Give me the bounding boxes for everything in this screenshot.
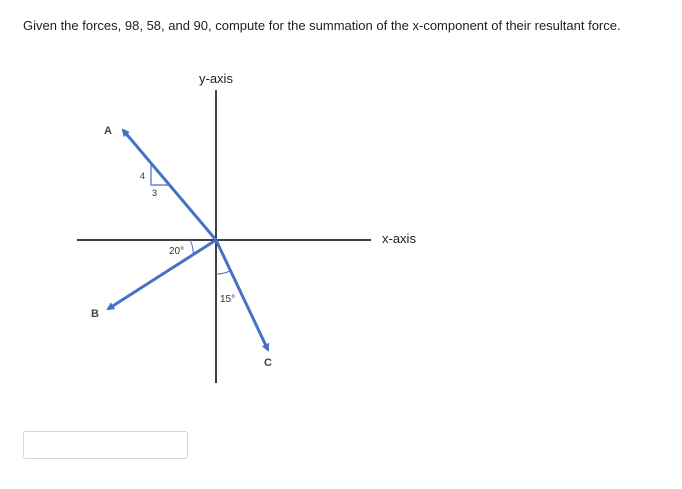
slope-run-label: 3 <box>152 188 158 198</box>
vector-c-label: C <box>264 357 272 369</box>
angle-b-arc <box>190 240 193 256</box>
question-text: Given the forces, 98, 58, and 90, compute for the summation of the x-component of their resultant force. <box>23 18 621 33</box>
vector-a-label: A <box>104 125 112 137</box>
answer-input[interactable] <box>23 431 188 459</box>
vector-b-label: B <box>91 308 99 320</box>
x-axis-label: x-axis <box>382 231 416 246</box>
slope-rise-label: 4 <box>140 171 146 181</box>
vector-b-arrow <box>108 240 216 309</box>
vector-a-arrow <box>123 130 216 240</box>
y-axis-label: y-axis <box>199 71 233 86</box>
angle-b-label: 20° <box>169 246 185 257</box>
angle-c-label: 15° <box>220 294 236 305</box>
angle-c-arc <box>216 271 230 274</box>
